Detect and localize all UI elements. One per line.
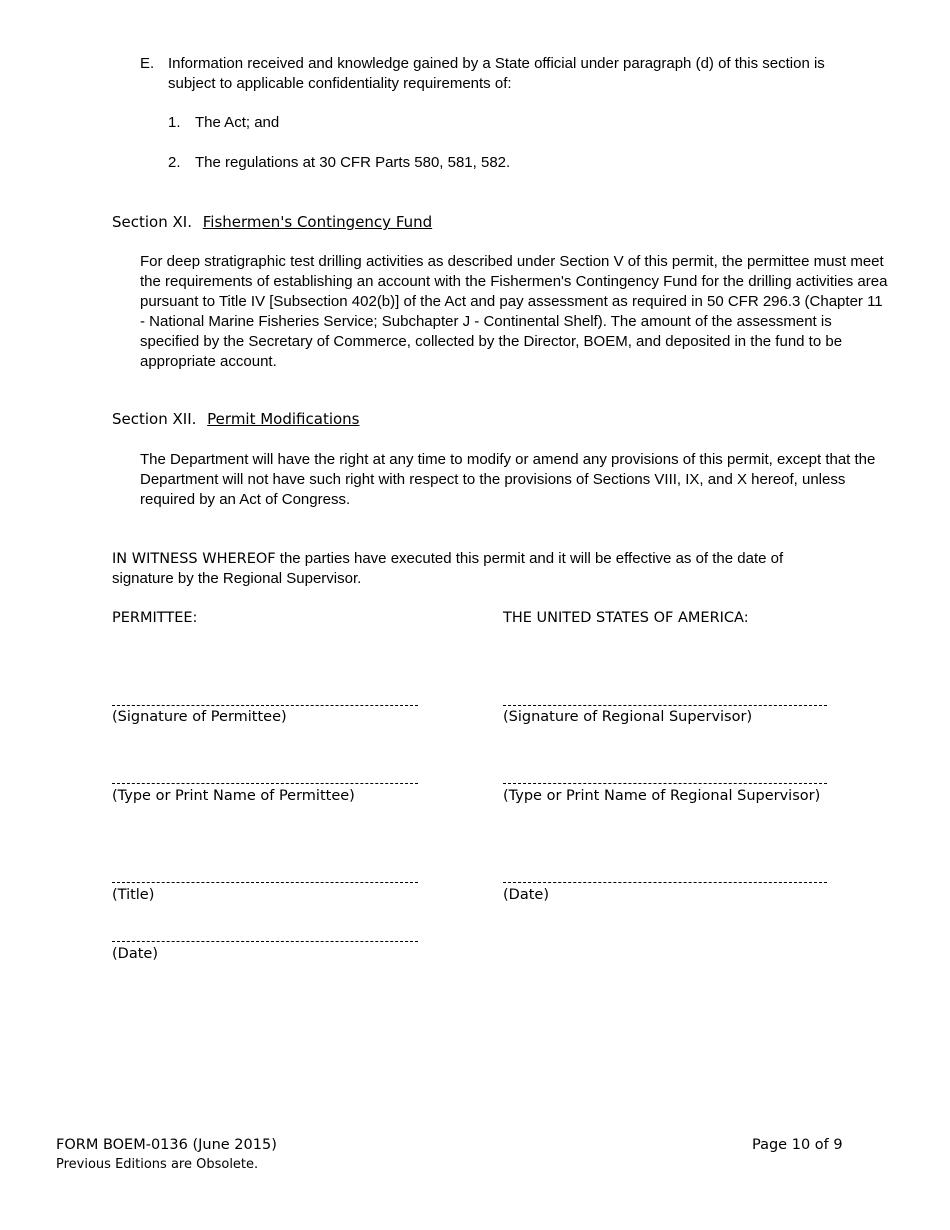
list-item-text: Information received and knowledge gained by a State official under paragraph (d) of this section is subject to applicable confidentiality requirements of: xyxy=(168,55,825,92)
witness-text: the parties have executed this permit and it will be effective as of the date of signature by the Regional Supervisor. xyxy=(112,550,784,587)
section-label: Section XII. xyxy=(112,410,197,428)
signature-caption: (Type or Print Name of Permittee) xyxy=(112,788,355,804)
signature-caption: (Date) xyxy=(112,946,158,962)
section-title: Permit Modifications xyxy=(207,410,360,428)
signature-line xyxy=(503,783,827,784)
permittee-label: PERMITTEE: xyxy=(112,610,198,626)
list-marker: E. xyxy=(140,55,155,72)
signature-line xyxy=(503,705,827,706)
signature-caption: (Type or Print Name of Regional Supervisor) xyxy=(503,788,821,804)
witness-paragraph xyxy=(112,549,842,589)
section-xii-body: The Department will have the right at any time to modify or amend any provisions of this permit, except that the Department will not have such right with respect to the provisions of Sections VIII, IX, and X hereof, unless required by an Act of Congress. xyxy=(140,451,876,508)
list-item-text: The regulations at 30 CFR Parts 580, 581, 582. xyxy=(195,154,511,171)
signature-line xyxy=(503,882,827,883)
editions-note: Previous Editions are Obsolete. xyxy=(56,1157,259,1172)
list-marker: 2. xyxy=(168,154,181,171)
section-xii-heading xyxy=(112,410,360,428)
page-number: Page 10 of 9 xyxy=(752,1137,843,1153)
list-marker: 1. xyxy=(168,114,181,131)
form-number: FORM BOEM-0136 (June 2015) xyxy=(56,1137,277,1153)
section-xi-heading xyxy=(112,213,432,231)
signature-line xyxy=(112,941,418,942)
witness-lead: IN WITNESS WHEREOF xyxy=(112,551,276,567)
section-title: Fishermen's Contingency Fund xyxy=(202,213,433,231)
section-xi-body: For deep stratigraphic test drilling activities as described under Section V of this permit, the permittee must meet the requirements of establishing an account with the Fishermen's Contingency Fund for the drilling activities area pursuant to Title IV [Subsection 402(b)] of the Act and pay assessment as required in 50 CFR 296.3 (Chapter 11 - National Marine Fisheries Service; Subchapter J - Continental Shelf). The amount of the assessment is specified by the Secretary of Commerce, collected by the Director, BOEM, and deposited in the fund to be appropriate account. xyxy=(140,253,888,370)
signature-caption: (Signature of Regional Supervisor) xyxy=(503,709,753,725)
signature-caption: (Signature of Permittee) xyxy=(112,709,287,725)
signature-line xyxy=(112,882,418,883)
section-label: Section XI. xyxy=(112,213,192,231)
signature-line xyxy=(112,705,418,706)
signature-caption: (Title) xyxy=(112,887,155,903)
list-item-text: The Act; and xyxy=(195,114,280,131)
signature-caption: (Date) xyxy=(503,887,549,903)
signature-line xyxy=(112,783,418,784)
usa-label: THE UNITED STATES OF AMERICA: xyxy=(503,610,749,626)
